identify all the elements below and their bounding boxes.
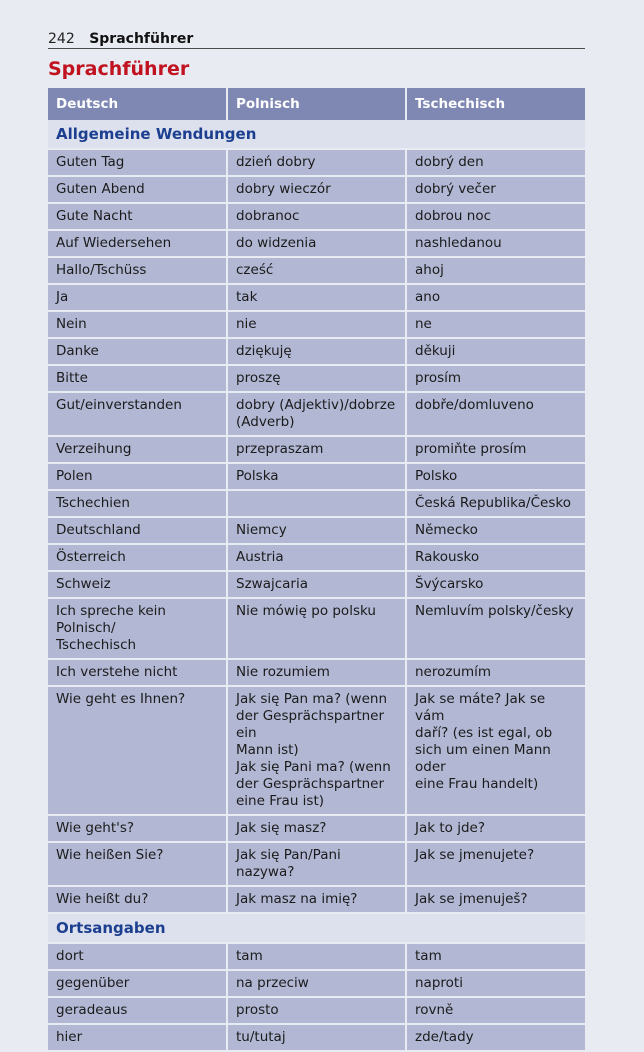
cell-tschechisch: tam <box>406 943 585 970</box>
table-row <box>48 997 585 1024</box>
cell-tschechisch: zde/tady <box>406 1024 585 1051</box>
table-row <box>48 659 585 686</box>
cell-tschechisch: Jak se jmenuješ? <box>406 886 585 913</box>
cell-deutsch: Wie heißt du? <box>48 886 227 913</box>
running-head-section: Sprachführer <box>89 31 194 47</box>
cell-deutsch: Guten Abend <box>48 176 227 203</box>
table-row <box>48 886 585 913</box>
table-row <box>48 149 585 176</box>
cell-polnisch: Nie rozumiem <box>227 659 406 686</box>
table-row <box>48 338 585 365</box>
cell-polnisch <box>227 490 406 517</box>
cell-polnisch: Jak się masz? <box>227 815 406 842</box>
cell-tschechisch: Jak se máte? Jak se vám daří? (es ist egal, ob sich um einen Mann oder eine Frau handelt) <box>406 686 585 815</box>
cell-polnisch: dobranoc <box>227 203 406 230</box>
cell-polnisch: Jak się Pan ma? (wenn der Gesprächspartner ein Mann ist) Jak się Pani ma? (wenn der Gesprächspartner eine Frau ist) <box>227 686 406 815</box>
cell-deutsch: Wie geht es Ihnen? <box>48 686 227 815</box>
table-row <box>48 598 585 659</box>
table-row <box>48 842 585 886</box>
cell-deutsch: Bitte <box>48 365 227 392</box>
cell-tschechisch: nerozumím <box>406 659 585 686</box>
running-head <box>48 30 585 49</box>
cell-deutsch: Wie geht's? <box>48 815 227 842</box>
cell-deutsch: geradeaus <box>48 997 227 1024</box>
table-row <box>48 490 585 517</box>
cell-polnisch: cześć <box>227 257 406 284</box>
table-row <box>48 970 585 997</box>
table-row <box>48 517 585 544</box>
table-row <box>48 544 585 571</box>
cell-deutsch: Danke <box>48 338 227 365</box>
cell-polnisch: dziękuję <box>227 338 406 365</box>
cell-tschechisch: Česká Republika/Česko <box>406 490 585 517</box>
phrase-table <box>48 88 585 1052</box>
column-header-polnisch: Polnisch <box>227 88 406 120</box>
cell-tschechisch: promiňte prosím <box>406 436 585 463</box>
cell-polnisch: Jak masz na imię? <box>227 886 406 913</box>
cell-tschechisch: prosím <box>406 365 585 392</box>
cell-polnisch: dzień dobry <box>227 149 406 176</box>
cell-deutsch: Ich verstehe nicht <box>48 659 227 686</box>
cell-tschechisch: Jak to jde? <box>406 815 585 842</box>
table-row <box>48 284 585 311</box>
section-heading: Allgemeine Wendungen <box>48 120 585 149</box>
cell-polnisch: Niemcy <box>227 517 406 544</box>
cell-tschechisch: Nemluvím polsky/česky <box>406 598 585 659</box>
cell-tschechisch: Polsko <box>406 463 585 490</box>
cell-tschechisch: děkuji <box>406 338 585 365</box>
cell-polnisch: tak <box>227 284 406 311</box>
page-number: 242 <box>48 31 75 47</box>
table-row <box>48 203 585 230</box>
cell-polnisch: dobry (Adjektiv)/dobrze (Adverb) <box>227 392 406 436</box>
phrase-table-header <box>48 88 585 120</box>
cell-tschechisch: ano <box>406 284 585 311</box>
cell-tschechisch: nashledanou <box>406 230 585 257</box>
cell-deutsch: hier <box>48 1024 227 1051</box>
cell-deutsch: gegenüber <box>48 970 227 997</box>
cell-tschechisch: ne <box>406 311 585 338</box>
cell-tschechisch: rovně <box>406 997 585 1024</box>
table-row <box>48 257 585 284</box>
cell-deutsch: Gut/einverstanden <box>48 392 227 436</box>
table-row <box>48 311 585 338</box>
cell-deutsch: Wie heißen Sie? <box>48 842 227 886</box>
cell-deutsch: Gute Nacht <box>48 203 227 230</box>
cell-deutsch: Tschechien <box>48 490 227 517</box>
cell-deutsch: Verzeihung <box>48 436 227 463</box>
cell-deutsch: Schweiz <box>48 571 227 598</box>
cell-deutsch: Polen <box>48 463 227 490</box>
cell-tschechisch: ahoj <box>406 257 585 284</box>
cell-polnisch: dobry wieczór <box>227 176 406 203</box>
cell-deutsch: Deutschland <box>48 517 227 544</box>
cell-tschechisch: Německo <box>406 517 585 544</box>
cell-polnisch: Jak się Pan/Pani nazywa? <box>227 842 406 886</box>
cell-polnisch: tam <box>227 943 406 970</box>
table-row <box>48 392 585 436</box>
page-title: Sprachführer <box>48 58 190 80</box>
cell-deutsch: Hallo/Tschüss <box>48 257 227 284</box>
cell-tschechisch: Jak se jmenujete? <box>406 842 585 886</box>
table-row <box>48 365 585 392</box>
cell-deutsch: Österreich <box>48 544 227 571</box>
section-heading: Ortsangaben <box>48 913 585 943</box>
table-row <box>48 943 585 970</box>
cell-polnisch: nie <box>227 311 406 338</box>
cell-deutsch: Nein <box>48 311 227 338</box>
section-heading-row <box>48 120 585 149</box>
table-row <box>48 1024 585 1051</box>
cell-deutsch: Ich spreche kein Polnisch/ Tschechisch <box>48 598 227 659</box>
table-row <box>48 176 585 203</box>
cell-tschechisch: dobře/domluveno <box>406 392 585 436</box>
table-row <box>48 686 585 815</box>
cell-tschechisch: dobrý večer <box>406 176 585 203</box>
phrase-table-body <box>48 120 585 1051</box>
cell-tschechisch: Švýcarsko <box>406 571 585 598</box>
table-row <box>48 436 585 463</box>
table-row <box>48 230 585 257</box>
column-header-tschechisch: Tschechisch <box>406 88 585 120</box>
cell-polnisch: tu/tutaj <box>227 1024 406 1051</box>
cell-polnisch: na przeciw <box>227 970 406 997</box>
cell-polnisch: Nie mówię po polsku <box>227 598 406 659</box>
cell-polnisch: Szwajcaria <box>227 571 406 598</box>
cell-deutsch: Auf Wiedersehen <box>48 230 227 257</box>
cell-tschechisch: dobrou noc <box>406 203 585 230</box>
cell-tschechisch: dobrý den <box>406 149 585 176</box>
cell-tschechisch: naproti <box>406 970 585 997</box>
header-row <box>48 88 585 120</box>
section-heading-row <box>48 913 585 943</box>
cell-deutsch: dort <box>48 943 227 970</box>
table-row <box>48 463 585 490</box>
column-header-deutsch: Deutsch <box>48 88 227 120</box>
cell-polnisch: Austria <box>227 544 406 571</box>
table-row <box>48 571 585 598</box>
cell-tschechisch: Rakousko <box>406 544 585 571</box>
cell-polnisch: przepraszam <box>227 436 406 463</box>
table-row <box>48 815 585 842</box>
cell-deutsch: Guten Tag <box>48 149 227 176</box>
cell-polnisch: do widzenia <box>227 230 406 257</box>
cell-deutsch: Ja <box>48 284 227 311</box>
cell-polnisch: Polska <box>227 463 406 490</box>
cell-polnisch: prosto <box>227 997 406 1024</box>
cell-polnisch: proszę <box>227 365 406 392</box>
